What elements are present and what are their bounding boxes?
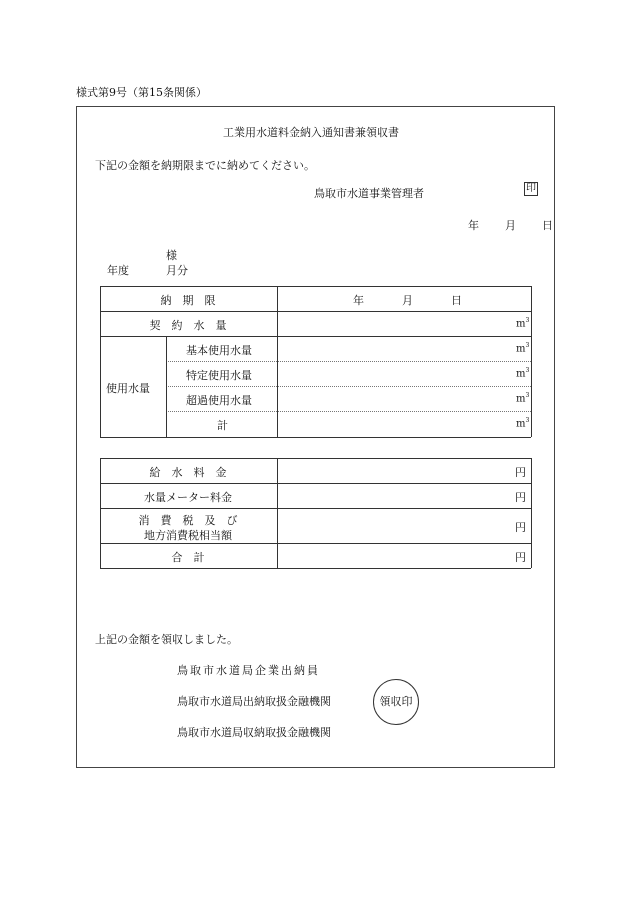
due-date-year: 年 — [353, 294, 364, 307]
form-title: 工業用水道料金納入通知書兼領収書 — [223, 126, 399, 139]
receipt-seal: 領収印 — [373, 679, 419, 725]
specific-usage-label: 特定使用水量 — [186, 369, 252, 382]
receiver-cashier: 鳥取市水道局企業出納員 — [177, 664, 320, 677]
water-fee-label: 給 水 料 金 — [149, 466, 227, 479]
due-date-month: 月 — [402, 294, 413, 307]
consumption-tax-label-2: 地方消費税相当額 — [144, 529, 232, 542]
issue-date-month: 月 — [505, 219, 516, 232]
form-number: 様式第9号（第15条関係） — [76, 86, 207, 99]
consumption-tax-label-1: 消 費 税 及 び — [138, 514, 238, 527]
usage-volume-label: 使用水量 — [106, 382, 150, 395]
receiver-disbursement-bank: 鳥取市水道局出納取扱金融機関 — [177, 695, 331, 708]
total-unit: 円 — [515, 551, 526, 564]
issue-date-year: 年 — [468, 219, 479, 232]
basic-usage-label: 基本使用水量 — [186, 344, 252, 357]
usage-subtotal-label: 計 — [217, 419, 228, 432]
excess-usage-unit: $m^3$ — [516, 392, 530, 405]
total-label: 合 計 — [171, 551, 205, 564]
usage-subtotal-unit: $m^3$ — [516, 417, 530, 430]
due-date-day: 日 — [451, 294, 462, 307]
payment-instruction: 下記の金額を納期限までに納めてください。 — [95, 159, 315, 172]
fiscal-year-label: 年度 — [107, 264, 129, 277]
issue-date-day: 日 — [542, 219, 553, 232]
issuer-name: 鳥取市水道事業管理者 — [314, 187, 424, 200]
month-portion-label: 月分 — [166, 264, 188, 277]
consumption-tax-unit: 円 — [515, 521, 526, 534]
receiver-collection-bank: 鳥取市水道局収納取扱金融機関 — [177, 726, 331, 739]
water-fee-unit: 円 — [515, 466, 526, 479]
meter-fee-unit: 円 — [515, 491, 526, 504]
specific-usage-unit: $m^3$ — [516, 367, 530, 380]
due-date-label: 納 期 限 — [160, 294, 216, 307]
contract-volume-unit: $m^3$ — [516, 317, 530, 330]
addressee-suffix: 様 — [166, 249, 177, 262]
meter-fee-label: 水量メーター料金 — [144, 491, 232, 504]
basic-usage-unit: $m^3$ — [516, 342, 530, 355]
excess-usage-label: 超過使用水量 — [186, 394, 252, 407]
issuer-seal: 印 — [526, 183, 536, 194]
receipt-statement: 上記の金額を領収しました。 — [95, 633, 238, 646]
contract-volume-label: 契 約 水 量 — [149, 319, 227, 332]
